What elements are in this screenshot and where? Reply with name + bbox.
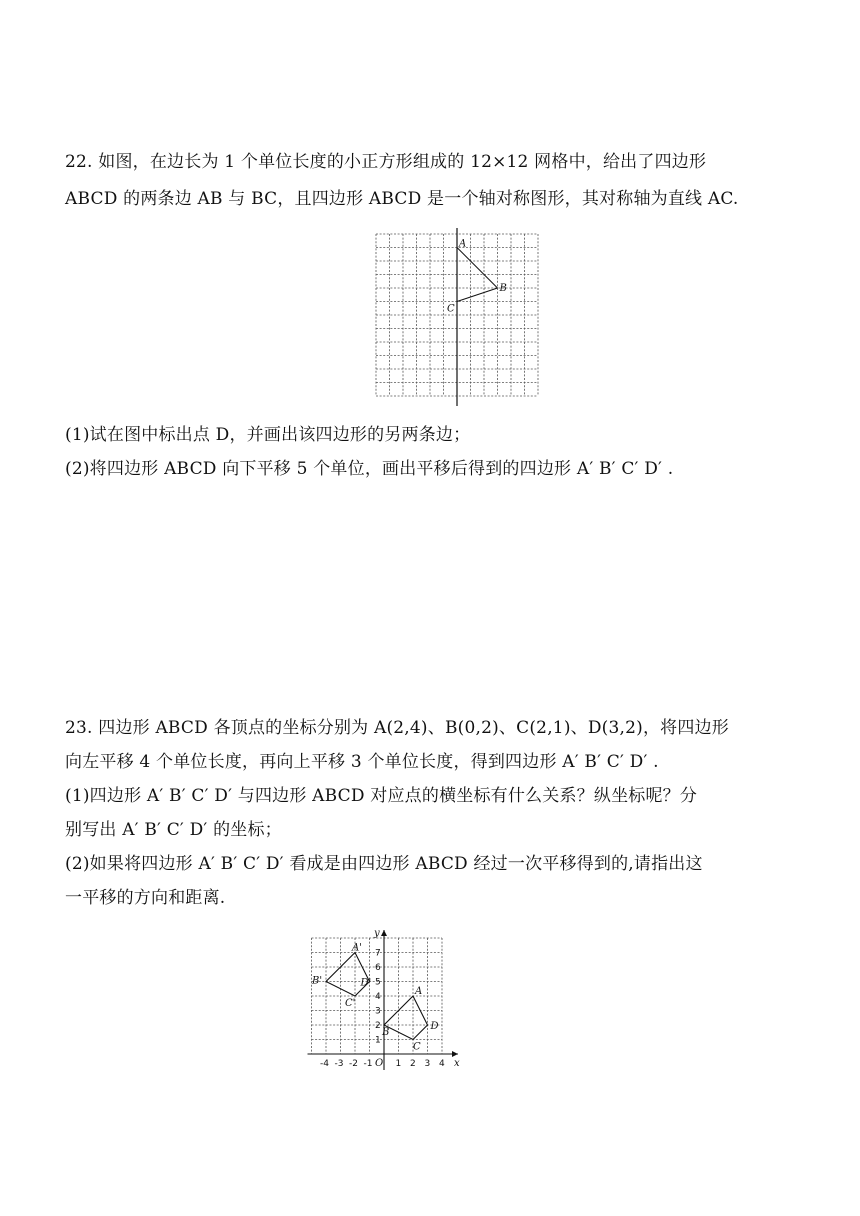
q23-part-2b: 一平移的方向和距离. [65, 888, 226, 908]
vertex-label-c: C [413, 1041, 421, 1053]
y-tick-label: 5 [375, 977, 381, 988]
origin-label: O [375, 1058, 384, 1069]
segment-bc [457, 288, 498, 302]
q23-part-2a: (2)如果将四边形 A′ B′ C′ D′ 看成是由四边形 ABCD 经过一次平移得到的,请指出这 [65, 854, 703, 874]
vertex-label-d: D [430, 1021, 439, 1032]
y-tick-label: 4 [375, 992, 381, 1002]
vertex-label-b-prime: B' [312, 975, 323, 987]
point-label-b: B [499, 283, 507, 294]
q22-part-2: (2)将四边形 ABCD 向下平移 5 个单位，画出平移后得到的四边形 A′ B′ C′ D′ . [65, 459, 674, 479]
x-tick-label: 4 [439, 1059, 445, 1069]
x-tick-label: -4 [320, 1059, 329, 1069]
y-tick-label: 6 [375, 963, 381, 973]
q22-line-1: 22. 如图，在边长为 1 个单位长度的小正方形组成的 12×12 网格中，给出了四边形 [65, 152, 707, 172]
point-label-a: A [459, 238, 467, 250]
q23-part-1a: (1)四边形 A′ B′ C′ D′ 与四边形 ABCD 对应点的横坐标有什么关系？纵坐标呢？分 [65, 786, 698, 806]
q23-coordinate-svg [298, 916, 468, 1076]
q22-grid-figure [370, 226, 550, 411]
y-axis-label: y [374, 928, 380, 939]
y-axis-arrow [381, 930, 387, 936]
y-tick-label: 1 [375, 1035, 381, 1046]
q22-part-1: (1)试在图中标出点 D，并画出该四边形的另两条边； [65, 425, 471, 445]
y-tick-label: 7 [375, 948, 381, 959]
x-tick-label: -3 [334, 1059, 344, 1069]
vertex-label-d-prime: D' [360, 977, 372, 989]
q23-part-1b: 别写出 A′ B′ C′ D′ 的坐标； [65, 820, 282, 840]
vertex-label-a: A [415, 986, 423, 997]
x-tick-label: 1 [395, 1059, 402, 1069]
q23-line-1: 23. 四边形 ABCD 各顶点的坐标分别为 A(2,4)、B(0,2)、C(2,1)、D(3,2)，将四边形 [65, 718, 729, 738]
q22-line-2: ABCD 的两条边 AB 与 BC，且四边形 ABCD 是一个轴对称图形，其对称轴为直线 AC. [65, 189, 739, 209]
q23-line-2: 向左平移 4 个单位长度，再向上平移 3 个单位长度，得到四边形 A′ B′ C′ D′ . [65, 752, 659, 772]
x-tick-label: 3 [424, 1059, 431, 1069]
y-tick-label: 3 [375, 1006, 381, 1017]
segment-ab [457, 248, 498, 289]
q22-grid-svg [370, 226, 550, 411]
x-tick-label: -2 [349, 1059, 358, 1069]
quadrilateral-abcd-prime [326, 953, 370, 997]
q23-coordinate-figure [298, 916, 468, 1076]
x-axis-label: x [454, 1058, 460, 1069]
vertex-label-a-prime: A' [352, 942, 362, 954]
x-tick-label: 2 [410, 1059, 416, 1069]
x-tick-label: -1 [363, 1059, 373, 1069]
point-label-c: C [447, 303, 455, 315]
quadrilateral-abcd [384, 996, 428, 1040]
y-tick-label: 2 [375, 1021, 381, 1031]
vertex-label-c-prime: C' [345, 998, 356, 1009]
vertex-label-b: B [382, 1027, 390, 1038]
x-axis-arrow [452, 1051, 458, 1057]
